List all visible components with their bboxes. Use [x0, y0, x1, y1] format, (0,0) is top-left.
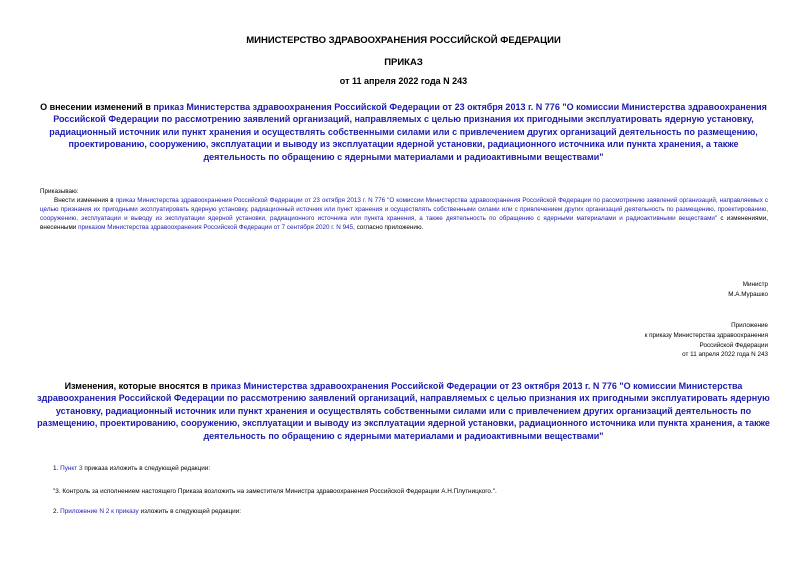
appendix-line1: к приказу Министерства здравоохранения	[644, 331, 768, 339]
item-1-text: приказа изложить в следующей редакции:	[82, 465, 211, 472]
title-order-link[interactable]: приказ Министерства здравоохранения Российской Федерации от 23 октября 2013 г. N 776 "О комиссии Министерства здравоохранения Российской Федерации по рассмотрению заявлений организаций, направляемых с целью признания их пригодными эксплуатировать ядерную установку, радиационный источник или пункт хранения и осуществлять собственными силами или с привлечением других организаций деятельность по размещению, проектированию, сооружению, эксплуатации и выводу из эксплуатации ядерной установки, радиационного источника или пункта хранения, а также деятельность по обращению с ядерными материалами и радиоактивными веществами"	[49, 102, 767, 162]
appendix-line2: Российской Федерации	[699, 341, 768, 349]
signature-name: М.А.Мурашко	[728, 290, 768, 298]
item-2-text: изложить в следующей редакции:	[138, 508, 242, 515]
document-title	[38, 101, 769, 163]
item-2-link-appendix[interactable]: Приложение N 2	[60, 508, 110, 515]
order-paragraph	[40, 196, 768, 232]
document-type: ПРИКАЗ	[384, 57, 423, 68]
changes-title	[30, 380, 777, 442]
order-para-middle: с изменениями, внесенными	[40, 215, 768, 231]
order-para-link-amend[interactable]: приказом Министерства здравоохранения Российской Федерации от 7 сентября 2020 г. N 945	[78, 224, 354, 231]
changes-title-prefix: Изменения, которые вносятся в	[64, 381, 211, 391]
item-2-link-order[interactable]: к приказу	[111, 508, 139, 515]
appendix-block	[500, 321, 768, 360]
appendix-label: Приложение	[731, 322, 768, 329]
appendix-line3: от 11 апреля 2022 года N 243	[682, 351, 768, 359]
change-item-2	[53, 508, 241, 515]
item-1-link[interactable]: Пункт 3	[60, 465, 83, 472]
change-item-1-quote: "3. Контроль за исполнением настоящего Приказа возложить на заместителя Министра здравоохранения Российской Федерации А.Н.Плутницкого.".	[53, 488, 497, 495]
order-para-suffix: , согласно приложению.	[353, 224, 424, 231]
signature-block	[500, 280, 768, 300]
item-1-number: 1.	[53, 465, 61, 472]
ministry-heading: МИНИСТЕРСТВО ЗДРАВООХРАНЕНИЯ РОССИЙСКОЙ ФЕДЕРАЦИИ	[246, 35, 561, 46]
changes-title-link[interactable]: приказ Министерства здравоохранения Российской Федерации от 23 октября 2013 г. N 776 "О комиссии Министерства здравоохранения Российской Федерации по рассмотрению заявлений организаций, направляемых с целью признания их пригодными эксплуатировать ядерную установку, радиационный источник или пункт хранения и осуществлять собственными силами или с привлечением других организаций деятельность по размещению, проектированию, сооружению, эксплуатации и выводу из эксплуатации ядерной установки, радиационного источника или пункта хранения, а также деятельность по обращению с ядерными материалами и радиоактивными веществами"	[37, 381, 770, 441]
title-prefix: О внесении изменений в	[40, 102, 154, 112]
order-para-prefix: Внести изменения в	[54, 197, 116, 204]
item-2-number: 2.	[53, 508, 61, 515]
order-para-link[interactable]: приказ Министерства здравоохранения Российской Федерации от 23 октября 2013 г. N 776 "О комиссии Министерства здравоохранения Российской Федерации по рассмотрению заявлений организаций, направляемых с целью признания их пригодными эксплуатировать ядерную установку, радиационный источник или пункт хранения и осуществлять собственными силами или с привлечением других организаций деятельность по размещению, проектированию, сооружению, эксплуатации и выводу из эксплуатации ядерной установки, радиационного источника или пункта хранения, а также деятельность по обращению с ядерными материалами и радиоактивными веществами"	[40, 197, 768, 222]
signature-position: Министр	[742, 281, 768, 288]
change-item-1	[53, 465, 210, 472]
document-date: от 11 апреля 2022 года N 243	[339, 76, 468, 86]
order-lead: Приказываю:	[40, 188, 79, 195]
